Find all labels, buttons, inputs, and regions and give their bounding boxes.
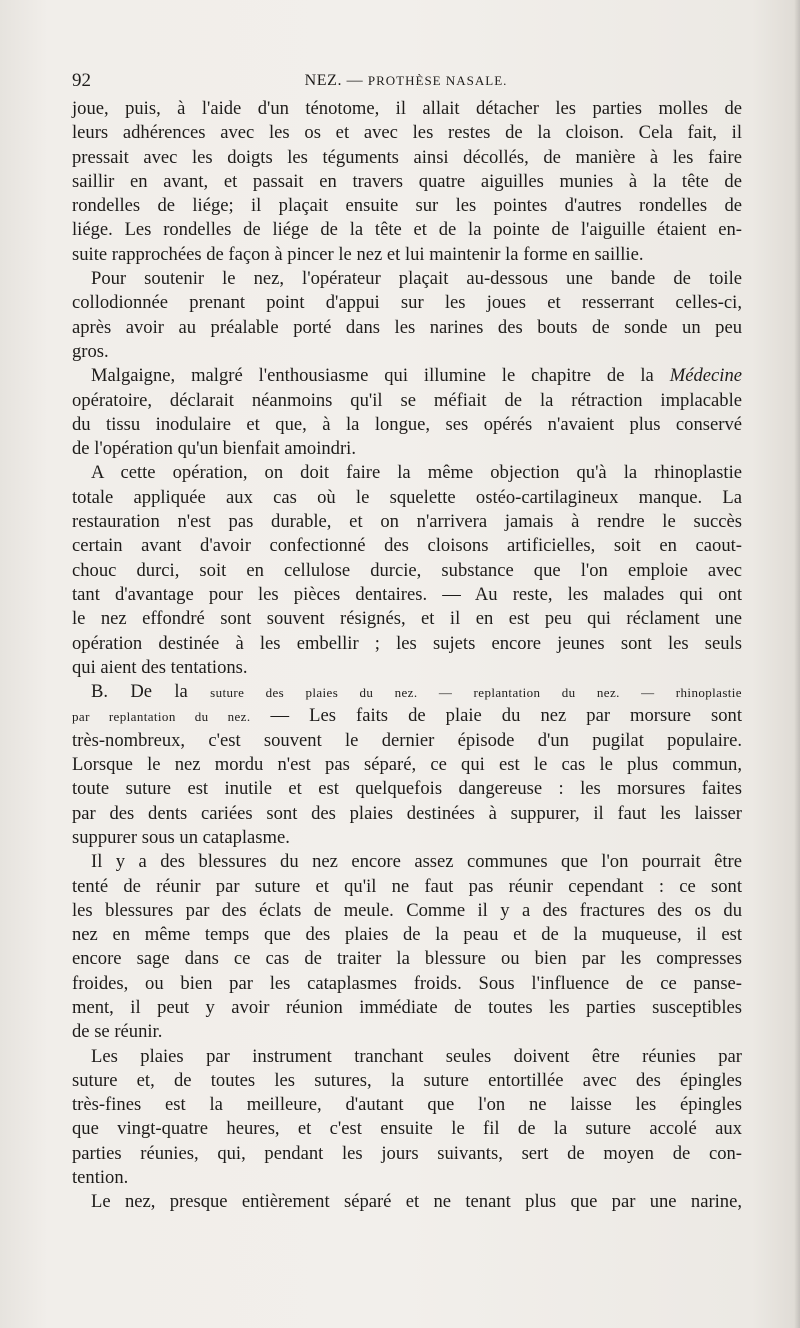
text-line: de l'opération qu'un bienfait amoindri. [72,438,356,460]
text-line: après avoir au préalable porté dans les narines des bouts de sonde un peu [72,316,742,338]
text-line: Le nez, presque entièrement séparé et ne tenant plus que par une narine, [91,1191,742,1213]
section-title: suture des plaies du nez. — replantation du nez. — rhinoplastie [210,685,742,701]
text-line: qui aient des tentations. [72,656,248,678]
text-line: certain avant d'avoir confectionné des cloisons artificielles, soit en caout- [72,535,742,557]
text-line: saillir en avant, et passait en travers quatre aiguilles munies à la tête de [72,170,742,192]
text-line: encore sage dans ce cas de traiter la blessure ou bien par les compresses [72,948,742,970]
text-line: gros. [72,340,109,362]
text-line: froides, ou bien par les cataplasmes froids. Sous l'influence de ce panse- [72,972,742,994]
text-line: tenté de réunir par suture et qu'il ne faut pas réunir cependant : ce sont [72,875,742,897]
section-title-cont: par replantation du nez. [72,709,251,725]
text-line: toute suture est inutile et est quelquefois dangereuse : les morsures faites [72,778,742,800]
text-line: tention. [72,1167,129,1189]
text-line: par des dents cariées sont des plaies destinées à suppurer, il faut les laisser [72,802,742,824]
text-line: chouc durci, soit en cellulose durcie, substance que l'on emploie avec [72,559,742,581]
text-line: suture et, de toutes les sutures, la suture entortillée avec des épingles [72,1069,742,1091]
text-line: rondelles de liége; il plaçait ensuite sur les pointes d'autres rondelles de [72,195,742,217]
text-line: pressait avec les doigts les téguments ainsi décollés, de manière à les faire [72,146,742,168]
text-line: Les plaies par instrument tranchant seules doivent être réunies par [91,1045,742,1067]
text-line: Pour soutenir le nez, l'opérateur plaçait au-dessous une bande de toile [91,268,742,290]
text-line: joue, puis, à l'aide d'un ténotome, il allait détacher les parties molles de [72,98,742,119]
running-title-main: NEZ. — [304,72,368,89]
text-line: restauration n'est pas durable, et on n'arrivera jamais à rendre le succès [72,511,742,533]
text-line: très-nombreux, c'est souvent le dernier épisode d'un pugilat populaire. [72,729,742,751]
text-line: opératoire, déclarait néanmoins qu'il se méfiait de la rétraction implacable [72,389,742,411]
running-title [70,68,742,94]
text-line: de se réunir. [72,1021,163,1043]
text-line: parties réunies, qui, pendant les jours suivants, sert de moyen de con- [72,1142,742,1164]
text-segment: Malgaigne, malgré l'enthousiasme qui illumine le chapitre de la [91,365,654,387]
text-line: A cette opération, on doit faire la même objection qu'à la rhinoplastie [91,462,742,484]
text-line: que vingt-quatre heures, et c'est ensuite le fil de la suture accolé aux [72,1118,742,1140]
text-line: totale appliquée aux cas où le squelette ostéo-cartilagineux manque. La [72,486,742,508]
text-line: suite rapprochées de façon à pincer le nez et lui maintenir la forme en saillie. [72,243,644,265]
text-line [72,704,742,728]
text-segment: — Les faits de plaie du nez par morsure sont [250,705,743,727]
page-header [70,68,742,94]
text-line: opération destinée à les embellir ; les sujets encore jeunes sont les seuls [72,632,742,654]
text-line: liége. Les rondelles de liége de la tête et de la pointe de l'aiguille étaient en- [72,219,742,241]
section-heading-line [72,680,742,704]
text-line: le nez effondré sont souvent résignés, et il en est peu qui réclament une [72,608,742,630]
text-line [72,364,742,388]
section-letter: B. De la [91,681,211,703]
text-line: suppurer sous un cataplasme. [72,826,290,848]
text-line: du tissu inodulaire et que, à la longue, ses opérés n'avaient plus conservé [72,413,742,435]
text-line: très-fines est la meilleure, d'autant que l'on ne laisse les épingles [72,1094,742,1116]
text-line: ment, il peut y avoir réunion immédiate de toutes les parties susceptibles [72,996,742,1018]
text-line: Il y a des blessures du nez encore assez communes que l'on pourrait être [91,851,742,873]
page-number: 92 [72,70,91,91]
running-title-sub: PROTHÈSE NASALE. [367,73,508,88]
text-line: Lorsque le nez mordu n'est pas séparé, ce qui est le cas le plus commun, [72,754,742,776]
text-line: les blessures par des éclats de meule. Comme il y a des fractures des os du [72,899,742,921]
page-edge-shadow [794,0,800,1328]
text-line: collodionnée prenant point d'appui sur les joues et resserrant celles-ci, [72,292,742,314]
text-line: nez en même temps que des plaies de la peau et de la muqueuse, il est [72,924,742,946]
italic-phrase: Médecine [669,365,742,387]
text-line: leurs adhérences avec les os et avec les restes de la cloison. Cela fait, il [72,122,742,144]
text-line: tant d'avantage pour les pièces dentaires. — Au reste, les malades qui ont [72,583,742,605]
body-text [72,97,742,1215]
